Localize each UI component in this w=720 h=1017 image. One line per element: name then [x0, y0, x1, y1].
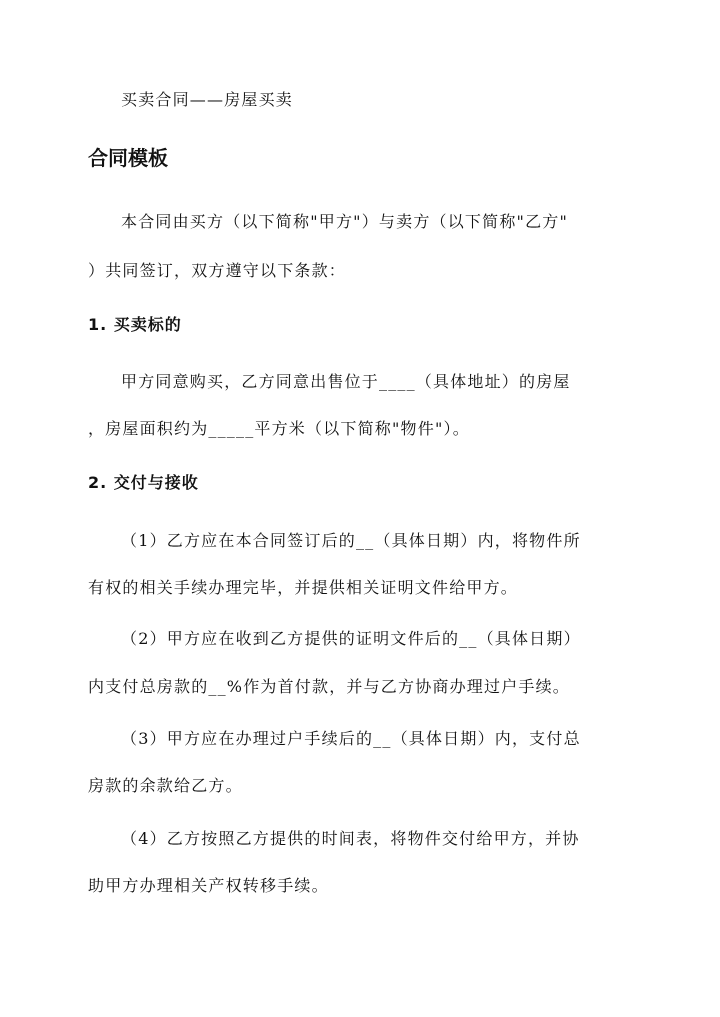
section-2-item-2-line-2: 内支付总房款的__%作为首付款，并与乙方协商办理过户手续。 — [88, 677, 571, 696]
section-2-item-2-line-1: （2）甲方应在收到乙方提供的证明文件后的__（具体日期） — [121, 629, 581, 648]
section-2-item-3-line-2: 房款的余款给乙方。 — [88, 776, 243, 795]
section-1-para-line-1: 甲方同意购买，乙方同意出售位于____（具体地址）的房屋 — [121, 372, 571, 391]
page-heading: 合同模板 — [88, 146, 168, 170]
section-1-para-line-2: ，房屋面积约为_____平方米（以下简称"物件"）。 — [88, 419, 470, 438]
section-2-item-4-line-1: （4）乙方按照乙方提供的时间表，将物件交付给甲方，并协 — [121, 829, 580, 848]
section-2-item-4-line-2: 助甲方办理相关产权转移手续。 — [88, 876, 329, 895]
section-2-item-3-line-1: （3）甲方应在办理过户手续后的__（具体日期）内，支付总 — [121, 729, 581, 748]
section-2-item-1-line-1: （1）乙方应在本合同签订后的__（具体日期）内，将物件所 — [121, 531, 581, 550]
intro-line-1: 本合同由买方（以下简称"甲方"）与卖方（以下简称"乙方" — [121, 212, 569, 231]
section-2-item-1-line-2: 有权的相关手续办理完毕，并提供相关证明文件给甲方。 — [88, 578, 519, 597]
section-2-title: 2. 交付与接收 — [88, 473, 199, 492]
section-1-title: 1. 买卖标的 — [88, 315, 182, 334]
intro-line-2: ）共同签订，双方遵守以下条款： — [88, 261, 347, 280]
document-title-line: 买卖合同——房屋买卖 — [121, 90, 294, 109]
